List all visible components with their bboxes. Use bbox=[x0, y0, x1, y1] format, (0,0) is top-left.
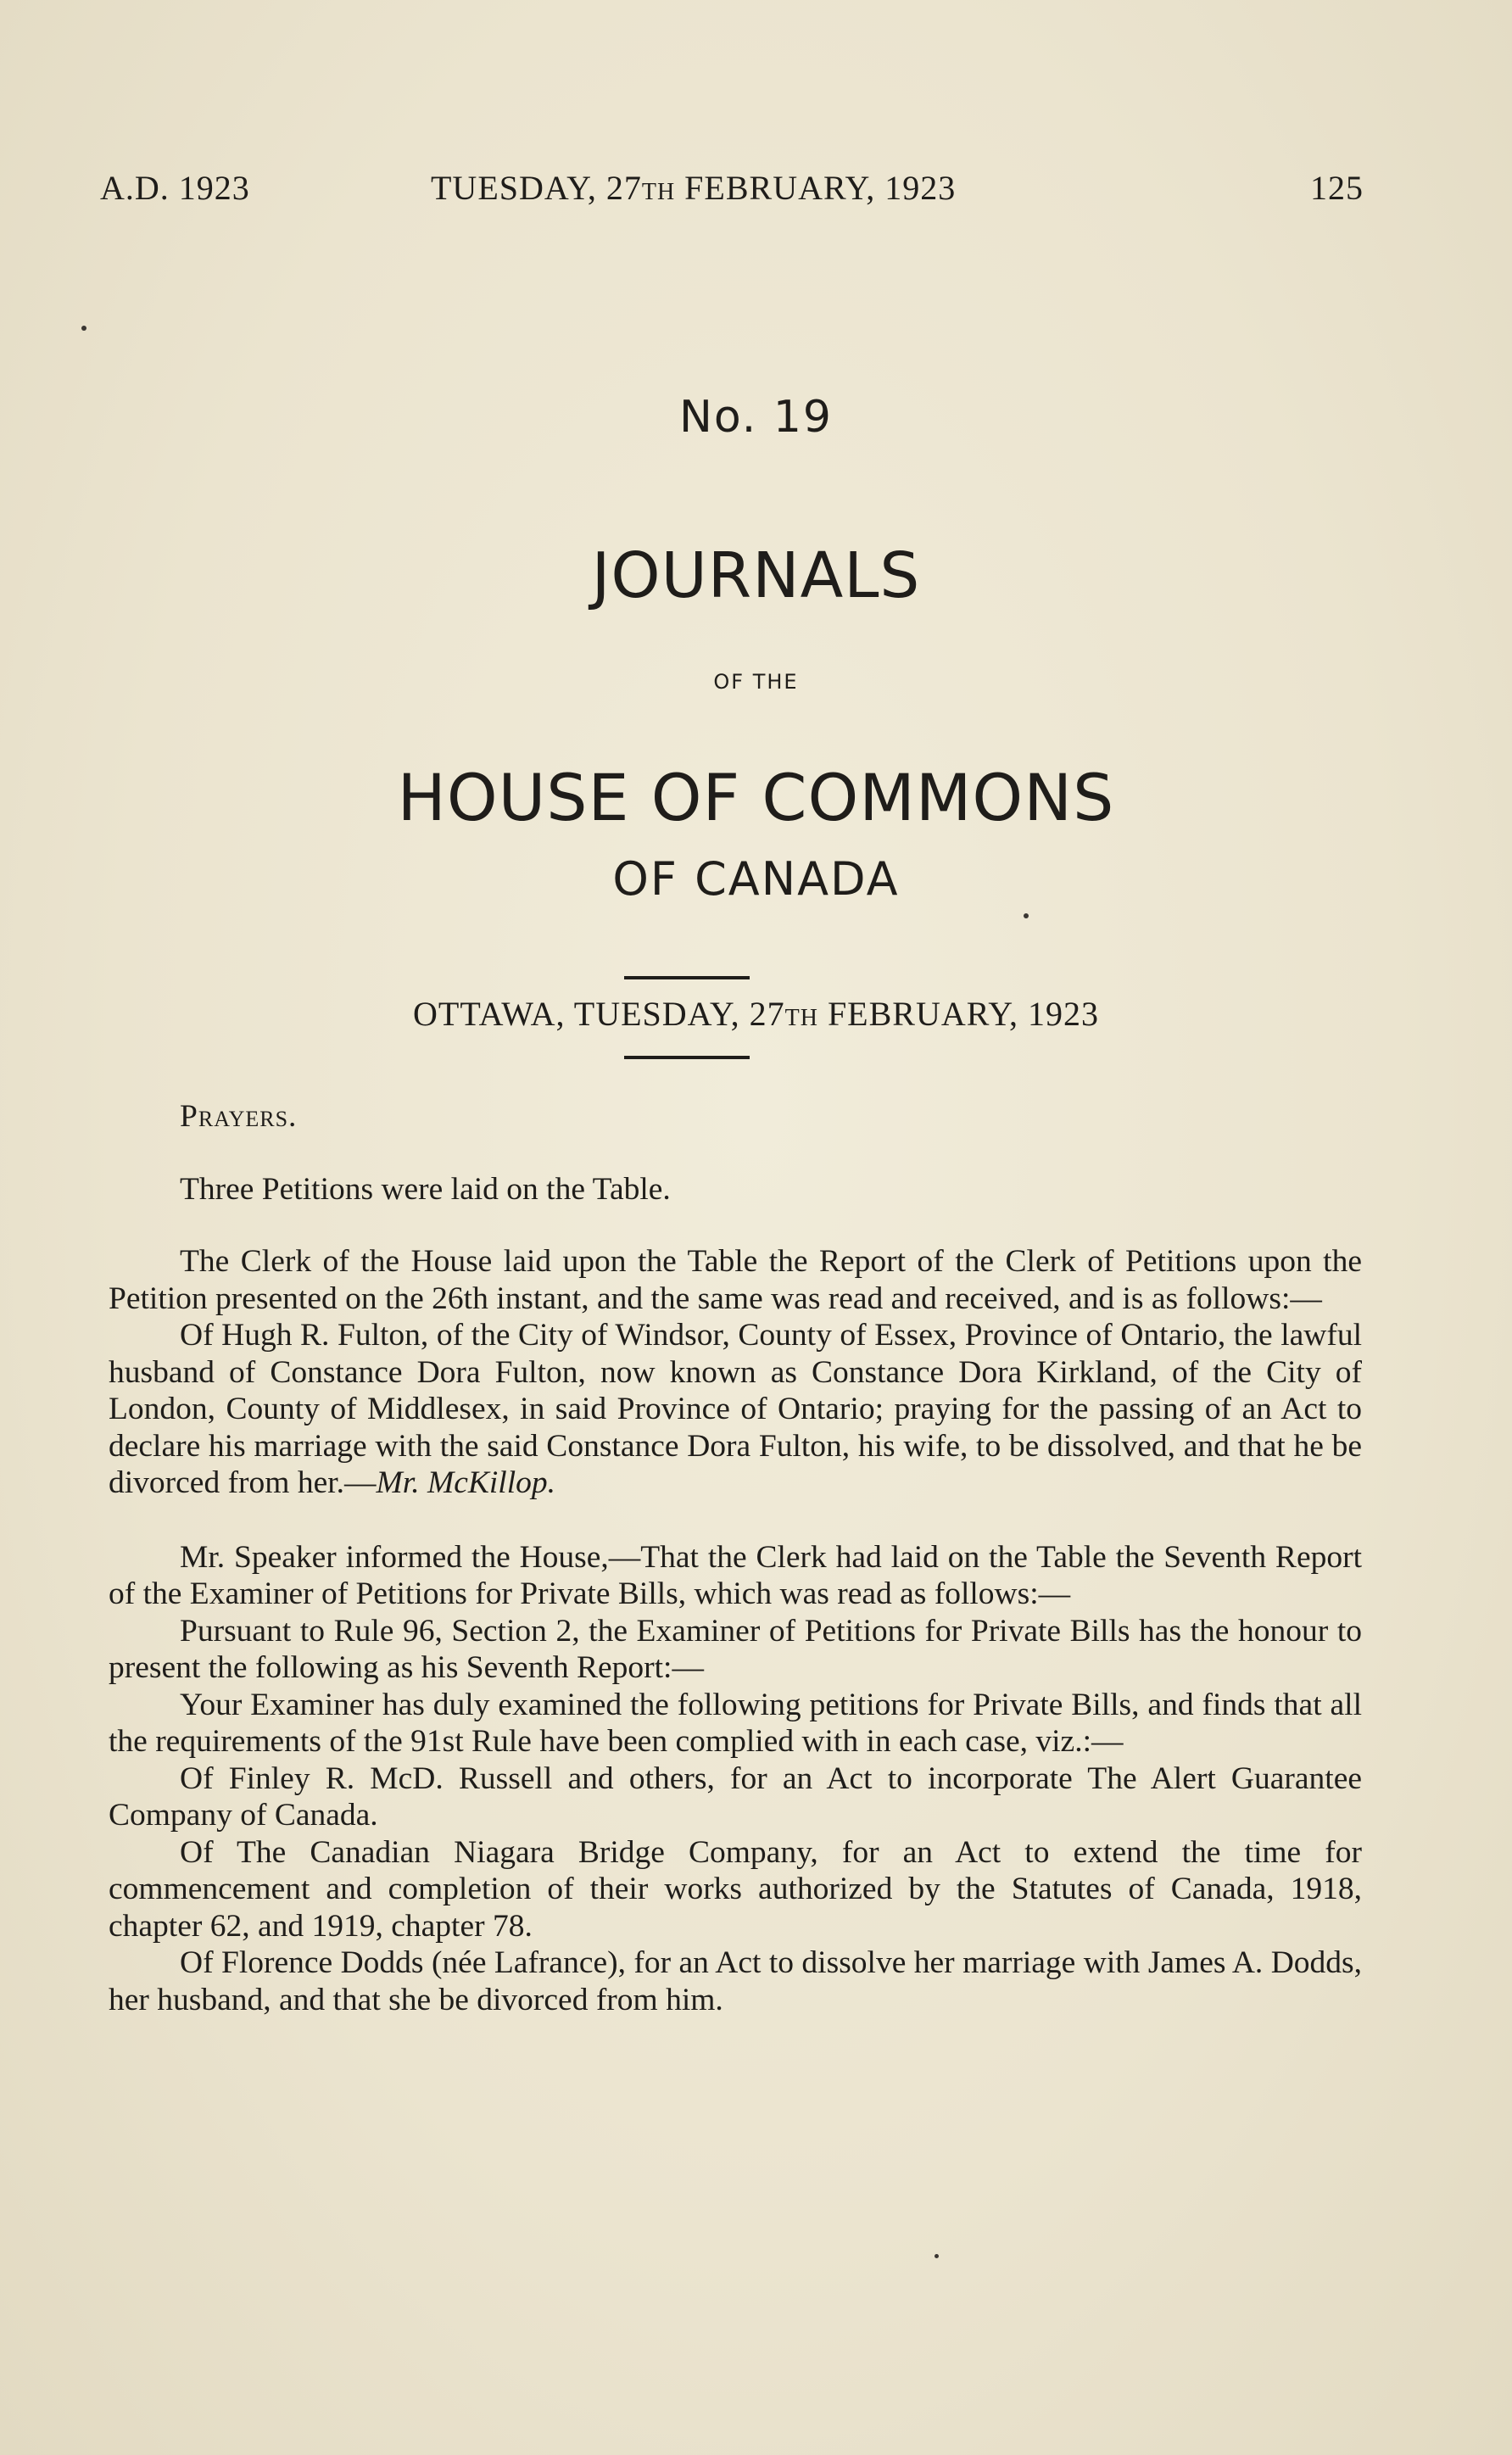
running-head bbox=[100, 168, 1364, 219]
of-the-label: OF THE bbox=[713, 670, 799, 694]
running-head-year: A.D. 1923 bbox=[100, 169, 250, 207]
dateline-post: FEBRUARY, 1923 bbox=[817, 995, 1099, 1033]
paragraph-clerk-report: The Clerk of the House laid upon the Table the Report of the Clerk of Petitions upon the Petition presented on the 26th instant, and the same was read and received, and is as follows:— bbox=[109, 1244, 1362, 1316]
paragraph-alert-guarantee: Of Finley R. McD. Russell and others, for an Act to incorporate The Alert Guarantee Company of Canada. bbox=[109, 1760, 1362, 1833]
page-number: 125 bbox=[1310, 169, 1364, 207]
journals-title: JOURNALS bbox=[591, 539, 921, 612]
dateline bbox=[0, 994, 1512, 1034]
journal-body bbox=[109, 1098, 1362, 2018]
dateline-suffix: TH bbox=[784, 1005, 818, 1031]
rule-below-dateline bbox=[624, 1056, 750, 1059]
paragraph-fulton-petition bbox=[109, 1317, 1362, 1502]
paper-speck bbox=[81, 326, 86, 331]
prayers-heading: Prayers. bbox=[180, 1099, 298, 1134]
paper-speck bbox=[1024, 913, 1029, 918]
dateline-pre: OTTAWA, TUESDAY, 27 bbox=[413, 995, 785, 1033]
paragraph-examiner: Your Examiner has duly examined the following petitions for Private Bills, and finds that all the requirements of the 91st Rule have been complied with in each case, viz.:— bbox=[109, 1687, 1362, 1759]
fulton-petition-text: Of Hugh R. Fulton, of the City of Windsor, County of Essex, Province of Ontario, the lawful husband of Constance Dora Fulton, now known as Constance Dora Kirkland, of the City of London, County of Middlesex, in said Province of Ontario; praying for the passing of an Act to declare his marriage with the said Constance Dora Fulton, his wife, to be dissolved, and that he be divorced from her.— bbox=[109, 1318, 1362, 1500]
of-canada-title: OF CANADA bbox=[612, 852, 900, 906]
running-head-date-suffix: TH bbox=[641, 179, 676, 205]
house-of-commons-title: HOUSE OF COMMONS bbox=[397, 760, 1115, 835]
paragraph-speaker-informed: Mr. Speaker informed the House,—That the Clerk had laid on the Table the Seventh Report of the Examiner of Petitions for Private Bills, which was read as follows:— bbox=[109, 1539, 1362, 1611]
rule-above-dateline bbox=[624, 976, 750, 979]
paragraph-dodds: Of Florence Dodds (née Lafrance), for an Act to dissolve her marriage with James A. Dodds, her husband, and that she be divorced from him. bbox=[109, 1945, 1362, 2017]
running-head-date-pre: TUESDAY, 27 bbox=[431, 169, 642, 207]
fulton-petition-signature: Mr. McKillop. bbox=[376, 1465, 555, 1500]
paragraph-niagara-bridge: Of The Canadian Niagara Bridge Company, for an Act to extend the time for commencement and completion of their works authorized by the Statutes of Canada, 1918, chapter 62, and 1919, chapter 78. bbox=[109, 1834, 1362, 1944]
paper-speck bbox=[935, 2254, 939, 2258]
paragraph-rule-96: Pursuant to Rule 96, Section 2, the Examiner of Petitions for Private Bills has the honour to present the following as his Seventh Report:— bbox=[109, 1613, 1362, 1685]
running-head-date-post: FEBRUARY, 1923 bbox=[675, 169, 957, 207]
paragraph-petitions-laid: Three Petitions were laid on the Table. bbox=[180, 1171, 671, 1207]
running-head-date bbox=[431, 168, 956, 208]
journal-number: No. 19 bbox=[678, 392, 834, 443]
